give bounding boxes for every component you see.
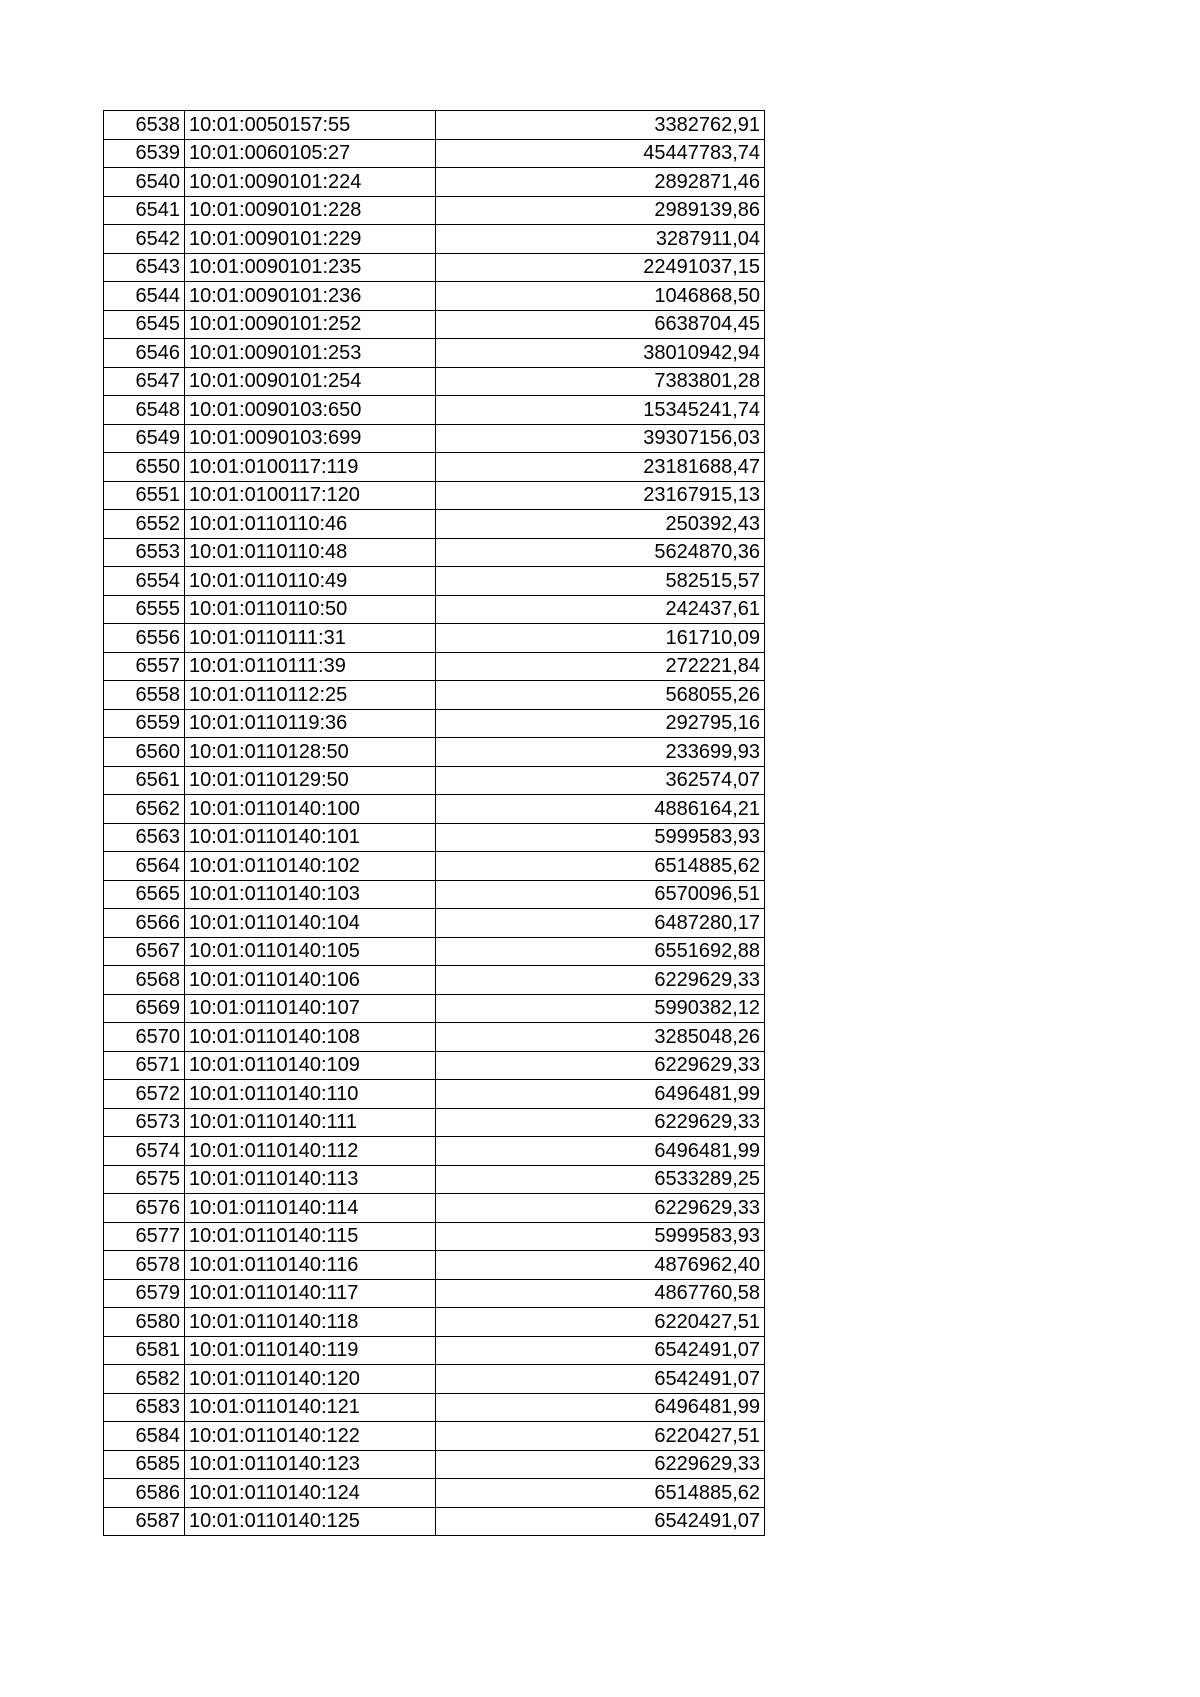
row-number-cell: 6585 bbox=[104, 1450, 185, 1479]
value-cell: 3285048,26 bbox=[436, 1023, 765, 1052]
cadastral-id-cell: 10:01:0100117:119 bbox=[185, 453, 436, 482]
value-cell: 6638704,45 bbox=[436, 310, 765, 339]
value-cell: 6229629,33 bbox=[436, 1108, 765, 1137]
row-number-cell: 6542 bbox=[104, 225, 185, 254]
table-row bbox=[104, 1080, 765, 1109]
cadastral-id-cell: 10:01:0090101:228 bbox=[185, 196, 436, 225]
cadastral-id-cell: 10:01:0110140:101 bbox=[185, 823, 436, 852]
cadastral-id-cell: 10:01:0110140:109 bbox=[185, 1051, 436, 1080]
row-number-cell: 6578 bbox=[104, 1251, 185, 1280]
row-number-cell: 6562 bbox=[104, 795, 185, 824]
cadastral-id-cell: 10:01:0110140:102 bbox=[185, 852, 436, 881]
cadastral-id-cell: 10:01:0110140:117 bbox=[185, 1279, 436, 1308]
table-row bbox=[104, 253, 765, 282]
value-cell: 23181688,47 bbox=[436, 453, 765, 482]
table-row bbox=[104, 567, 765, 596]
table-row bbox=[104, 367, 765, 396]
cadastral-id-cell: 10:01:0110111:39 bbox=[185, 652, 436, 681]
table-row bbox=[104, 139, 765, 168]
table-row bbox=[104, 453, 765, 482]
row-number-cell: 6548 bbox=[104, 396, 185, 425]
row-number-cell: 6580 bbox=[104, 1308, 185, 1337]
value-cell: 272221,84 bbox=[436, 652, 765, 681]
table-row bbox=[104, 880, 765, 909]
row-number-cell: 6549 bbox=[104, 424, 185, 453]
table-row bbox=[104, 966, 765, 995]
value-cell: 38010942,94 bbox=[436, 339, 765, 368]
cadastral-id-cell: 10:01:0110140:107 bbox=[185, 994, 436, 1023]
row-number-cell: 6550 bbox=[104, 453, 185, 482]
table-row bbox=[104, 766, 765, 795]
cadastral-id-cell: 10:01:0110110:46 bbox=[185, 510, 436, 539]
table-row bbox=[104, 994, 765, 1023]
table-row bbox=[104, 681, 765, 710]
value-cell: 39307156,03 bbox=[436, 424, 765, 453]
table-row bbox=[104, 709, 765, 738]
row-number-cell: 6544 bbox=[104, 282, 185, 311]
row-number-cell: 6586 bbox=[104, 1479, 185, 1508]
table-row bbox=[104, 738, 765, 767]
row-number-cell: 6571 bbox=[104, 1051, 185, 1080]
row-number-cell: 6573 bbox=[104, 1108, 185, 1137]
cadastral-id-cell: 10:01:0110129:50 bbox=[185, 766, 436, 795]
row-number-cell: 6559 bbox=[104, 709, 185, 738]
row-number-cell: 6581 bbox=[104, 1336, 185, 1365]
row-number-cell: 6554 bbox=[104, 567, 185, 596]
table-body bbox=[104, 111, 765, 1536]
cadastral-id-cell: 10:01:0110110:50 bbox=[185, 595, 436, 624]
value-cell: 582515,57 bbox=[436, 567, 765, 596]
value-cell: 6220427,51 bbox=[436, 1308, 765, 1337]
value-cell: 292795,16 bbox=[436, 709, 765, 738]
table-row bbox=[104, 1308, 765, 1337]
cadastral-id-cell: 10:01:0050157:55 bbox=[185, 111, 436, 140]
table-row bbox=[104, 1393, 765, 1422]
cadastral-id-cell: 10:01:0110140:106 bbox=[185, 966, 436, 995]
cadastral-id-cell: 10:01:0110140:125 bbox=[185, 1507, 436, 1536]
value-cell: 5999583,93 bbox=[436, 1222, 765, 1251]
value-cell: 6514885,62 bbox=[436, 852, 765, 881]
row-number-cell: 6558 bbox=[104, 681, 185, 710]
table-row bbox=[104, 196, 765, 225]
value-cell: 22491037,15 bbox=[436, 253, 765, 282]
table-row bbox=[104, 510, 765, 539]
cadastral-id-cell: 10:01:0090101:236 bbox=[185, 282, 436, 311]
cadastral-id-cell: 10:01:0110140:104 bbox=[185, 909, 436, 938]
row-number-cell: 6570 bbox=[104, 1023, 185, 1052]
value-cell: 5990382,12 bbox=[436, 994, 765, 1023]
cadastral-id-cell: 10:01:0090103:650 bbox=[185, 396, 436, 425]
table-row bbox=[104, 339, 765, 368]
row-number-cell: 6539 bbox=[104, 139, 185, 168]
value-cell: 4886164,21 bbox=[436, 795, 765, 824]
table-row bbox=[104, 1023, 765, 1052]
row-number-cell: 6555 bbox=[104, 595, 185, 624]
row-number-cell: 6561 bbox=[104, 766, 185, 795]
value-cell: 2989139,86 bbox=[436, 196, 765, 225]
table-row bbox=[104, 481, 765, 510]
value-cell: 242437,61 bbox=[436, 595, 765, 624]
cadastral-id-cell: 10:01:0090103:699 bbox=[185, 424, 436, 453]
value-cell: 45447783,74 bbox=[436, 139, 765, 168]
row-number-cell: 6572 bbox=[104, 1080, 185, 1109]
table-row bbox=[104, 1365, 765, 1394]
value-cell: 4867760,58 bbox=[436, 1279, 765, 1308]
cadastral-id-cell: 10:01:0110110:48 bbox=[185, 538, 436, 567]
row-number-cell: 6579 bbox=[104, 1279, 185, 1308]
value-cell: 161710,09 bbox=[436, 624, 765, 653]
row-number-cell: 6547 bbox=[104, 367, 185, 396]
value-cell: 6551692,88 bbox=[436, 937, 765, 966]
row-number-cell: 6557 bbox=[104, 652, 185, 681]
cadastral-id-cell: 10:01:0110111:31 bbox=[185, 624, 436, 653]
row-number-cell: 6545 bbox=[104, 310, 185, 339]
table-row bbox=[104, 852, 765, 881]
row-number-cell: 6543 bbox=[104, 253, 185, 282]
cadastral-id-cell: 10:01:0110119:36 bbox=[185, 709, 436, 738]
row-number-cell: 6556 bbox=[104, 624, 185, 653]
data-table bbox=[103, 110, 765, 1536]
row-number-cell: 6565 bbox=[104, 880, 185, 909]
value-cell: 6533289,25 bbox=[436, 1165, 765, 1194]
row-number-cell: 6552 bbox=[104, 510, 185, 539]
cadastral-id-cell: 10:01:0110140:110 bbox=[185, 1080, 436, 1109]
cadastral-id-cell: 10:01:0110140:113 bbox=[185, 1165, 436, 1194]
table-row bbox=[104, 1422, 765, 1451]
cadastral-id-cell: 10:01:0110140:124 bbox=[185, 1479, 436, 1508]
cadastral-id-cell: 10:01:0110140:111 bbox=[185, 1108, 436, 1137]
value-cell: 2892871,46 bbox=[436, 168, 765, 197]
table-row bbox=[104, 1222, 765, 1251]
row-number-cell: 6546 bbox=[104, 339, 185, 368]
cadastral-id-cell: 10:01:0110140:122 bbox=[185, 1422, 436, 1451]
row-number-cell: 6564 bbox=[104, 852, 185, 881]
row-number-cell: 6577 bbox=[104, 1222, 185, 1251]
row-number-cell: 6551 bbox=[104, 481, 185, 510]
value-cell: 6229629,33 bbox=[436, 1194, 765, 1223]
cadastral-id-cell: 10:01:0090101:235 bbox=[185, 253, 436, 282]
value-cell: 7383801,28 bbox=[436, 367, 765, 396]
cadastral-id-cell: 10:01:0110140:105 bbox=[185, 937, 436, 966]
cadastral-id-cell: 10:01:0090101:253 bbox=[185, 339, 436, 368]
cadastral-id-cell: 10:01:0110140:118 bbox=[185, 1308, 436, 1337]
row-number-cell: 6587 bbox=[104, 1507, 185, 1536]
value-cell: 6229629,33 bbox=[436, 1051, 765, 1080]
cadastral-id-cell: 10:01:0110140:116 bbox=[185, 1251, 436, 1280]
cadastral-id-cell: 10:01:0110140:108 bbox=[185, 1023, 436, 1052]
cadastral-id-cell: 10:01:0110110:49 bbox=[185, 567, 436, 596]
row-number-cell: 6576 bbox=[104, 1194, 185, 1223]
table-row bbox=[104, 396, 765, 425]
table-row bbox=[104, 1194, 765, 1223]
cadastral-id-cell: 10:01:0110140:121 bbox=[185, 1393, 436, 1422]
row-number-cell: 6563 bbox=[104, 823, 185, 852]
cadastral-id-cell: 10:01:0110112:25 bbox=[185, 681, 436, 710]
row-number-cell: 6582 bbox=[104, 1365, 185, 1394]
table-row bbox=[104, 1051, 765, 1080]
row-number-cell: 6567 bbox=[104, 937, 185, 966]
row-number-cell: 6569 bbox=[104, 994, 185, 1023]
value-cell: 250392,43 bbox=[436, 510, 765, 539]
value-cell: 362574,07 bbox=[436, 766, 765, 795]
table-row bbox=[104, 1507, 765, 1536]
table-row bbox=[104, 1336, 765, 1365]
cadastral-id-cell: 10:01:0100117:120 bbox=[185, 481, 436, 510]
table-row bbox=[104, 1108, 765, 1137]
row-number-cell: 6566 bbox=[104, 909, 185, 938]
table-row bbox=[104, 225, 765, 254]
value-cell: 6542491,07 bbox=[436, 1507, 765, 1536]
value-cell: 6487280,17 bbox=[436, 909, 765, 938]
value-cell: 4876962,40 bbox=[436, 1251, 765, 1280]
row-number-cell: 6553 bbox=[104, 538, 185, 567]
value-cell: 15345241,74 bbox=[436, 396, 765, 425]
cadastral-id-cell: 10:01:0110140:123 bbox=[185, 1450, 436, 1479]
cadastral-id-cell: 10:01:0090101:224 bbox=[185, 168, 436, 197]
table-row bbox=[104, 795, 765, 824]
cadastral-id-cell: 10:01:0110140:115 bbox=[185, 1222, 436, 1251]
table-row bbox=[104, 310, 765, 339]
cadastral-id-cell: 10:01:0110140:120 bbox=[185, 1365, 436, 1394]
value-cell: 6514885,62 bbox=[436, 1479, 765, 1508]
cadastral-id-cell: 10:01:0110140:100 bbox=[185, 795, 436, 824]
value-cell: 568055,26 bbox=[436, 681, 765, 710]
value-cell: 6229629,33 bbox=[436, 1450, 765, 1479]
value-cell: 23167915,13 bbox=[436, 481, 765, 510]
cadastral-id-cell: 10:01:0090101:254 bbox=[185, 367, 436, 396]
cadastral-id-cell: 10:01:0090101:252 bbox=[185, 310, 436, 339]
value-cell: 6220427,51 bbox=[436, 1422, 765, 1451]
value-cell: 6229629,33 bbox=[436, 966, 765, 995]
cadastral-id-cell: 10:01:0110140:112 bbox=[185, 1137, 436, 1166]
table-row bbox=[104, 909, 765, 938]
value-cell: 3287911,04 bbox=[436, 225, 765, 254]
value-cell: 6496481,99 bbox=[436, 1080, 765, 1109]
cadastral-id-cell: 10:01:0110128:50 bbox=[185, 738, 436, 767]
value-cell: 6496481,99 bbox=[436, 1393, 765, 1422]
value-cell: 6542491,07 bbox=[436, 1336, 765, 1365]
table-row bbox=[104, 595, 765, 624]
table-row bbox=[104, 111, 765, 140]
cadastral-id-cell: 10:01:0060105:27 bbox=[185, 139, 436, 168]
table-row bbox=[104, 538, 765, 567]
value-cell: 6570096,51 bbox=[436, 880, 765, 909]
cadastral-id-cell: 10:01:0090101:229 bbox=[185, 225, 436, 254]
table-row bbox=[104, 1450, 765, 1479]
table-row bbox=[104, 1479, 765, 1508]
cadastral-id-cell: 10:01:0110140:103 bbox=[185, 880, 436, 909]
cadastral-id-cell: 10:01:0110140:119 bbox=[185, 1336, 436, 1365]
table-row bbox=[104, 624, 765, 653]
cadastral-id-cell: 10:01:0110140:114 bbox=[185, 1194, 436, 1223]
row-number-cell: 6538 bbox=[104, 111, 185, 140]
table-row bbox=[104, 168, 765, 197]
row-number-cell: 6583 bbox=[104, 1393, 185, 1422]
row-number-cell: 6574 bbox=[104, 1137, 185, 1166]
table-row bbox=[104, 424, 765, 453]
row-number-cell: 6575 bbox=[104, 1165, 185, 1194]
value-cell: 1046868,50 bbox=[436, 282, 765, 311]
row-number-cell: 6540 bbox=[104, 168, 185, 197]
table-row bbox=[104, 1165, 765, 1194]
table-row bbox=[104, 937, 765, 966]
value-cell: 5999583,93 bbox=[436, 823, 765, 852]
value-cell: 6496481,99 bbox=[436, 1137, 765, 1166]
row-number-cell: 6560 bbox=[104, 738, 185, 767]
table-row bbox=[104, 1279, 765, 1308]
value-cell: 233699,93 bbox=[436, 738, 765, 767]
table-row bbox=[104, 1251, 765, 1280]
row-number-cell: 6584 bbox=[104, 1422, 185, 1451]
value-cell: 3382762,91 bbox=[436, 111, 765, 140]
table-row bbox=[104, 1137, 765, 1166]
value-cell: 5624870,36 bbox=[436, 538, 765, 567]
row-number-cell: 6568 bbox=[104, 966, 185, 995]
value-cell: 6542491,07 bbox=[436, 1365, 765, 1394]
table-row bbox=[104, 282, 765, 311]
table-row bbox=[104, 823, 765, 852]
row-number-cell: 6541 bbox=[104, 196, 185, 225]
table-row bbox=[104, 652, 765, 681]
